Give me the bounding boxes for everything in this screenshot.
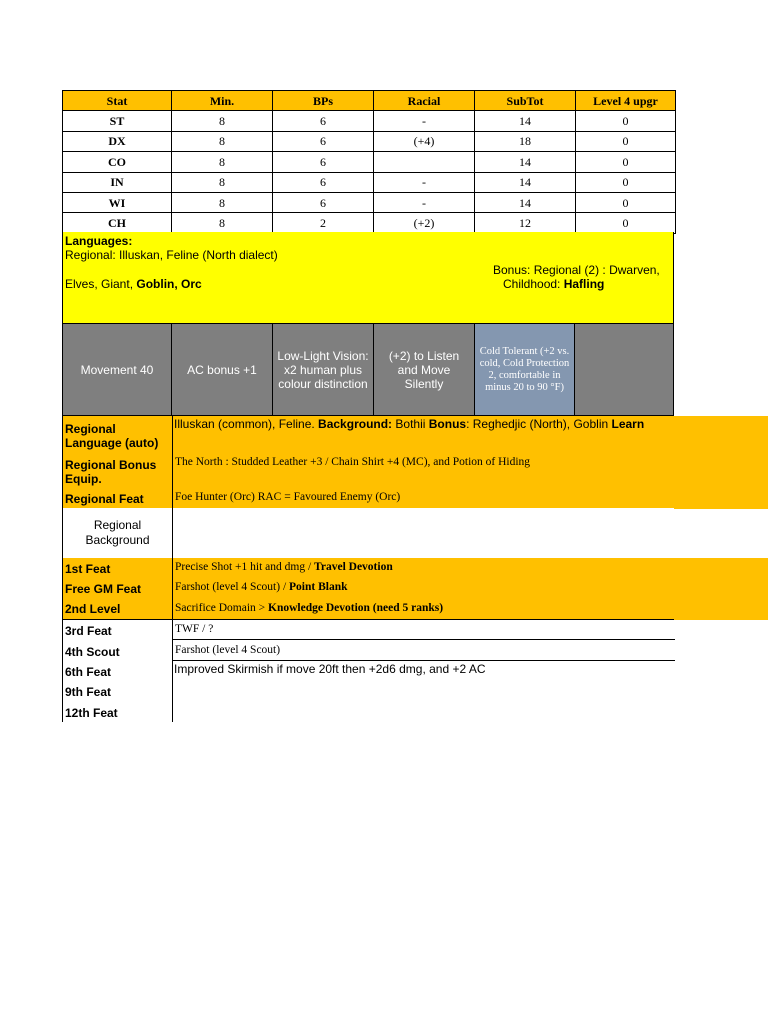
col-header-stat: Stat xyxy=(63,91,172,111)
level2-bold: Knowledge Devotion (need 5 ranks) xyxy=(268,602,444,614)
level2-value xyxy=(173,601,675,615)
regional-language-row xyxy=(62,416,674,454)
stat-name: IN xyxy=(63,172,172,192)
trait-listen-move xyxy=(373,323,475,416)
childhood-label: Childhood: xyxy=(503,277,564,291)
feat6-label: 6th Feat xyxy=(65,665,112,679)
table-row xyxy=(63,172,676,192)
stat-level4: 0 xyxy=(576,152,676,172)
feat3-value: TWF / ? xyxy=(175,623,214,635)
scout4-label: 4th Scout xyxy=(65,645,120,659)
regional-feat-label: Regional Feat xyxy=(65,492,144,506)
stat-subtot: 14 xyxy=(475,172,576,192)
trait-low-light-vision-text: Low-Light Vision: x2 human plus colour distinction xyxy=(277,348,369,391)
stat-subtot: 14 xyxy=(475,152,576,172)
regional-feat-value: Foe Hunter (Orc) RAC = Favoured Enemy (Orc) xyxy=(175,491,401,503)
stat-name: CH xyxy=(63,213,172,233)
languages-bonus: Bonus: Regional (2) : Dwarven, xyxy=(493,263,660,277)
stat-min: 8 xyxy=(172,111,273,131)
trait-movement xyxy=(62,323,172,416)
stat-bps: 2 xyxy=(273,213,374,233)
stat-level4: 0 xyxy=(576,213,676,233)
stat-min: 8 xyxy=(172,213,273,233)
stat-bps: 6 xyxy=(273,152,374,172)
stat-racial: - xyxy=(374,192,475,212)
languages-regional: Regional: Illuskan, Feline (North dialect) xyxy=(65,248,278,262)
free-gm-row xyxy=(62,578,674,599)
stat-min: 8 xyxy=(172,131,273,151)
stat-racial: (+4) xyxy=(374,131,475,151)
trait-cold-tolerant-text: Cold Tolerant (+2 vs. cold, Cold Protection 2, comfortable in minus 20 to 90 °F) xyxy=(479,345,570,393)
stat-racial: - xyxy=(374,172,475,192)
languages-childhood xyxy=(503,277,604,291)
regional-background-label: Regional Background xyxy=(85,518,150,547)
regional-bonus-value: The North : Studded Leather +3 / Chain Shirt +4 (MC), and Potion of Hiding xyxy=(175,456,531,468)
table-row xyxy=(63,131,676,151)
trait-listen-move-text: (+2) to Listen and Move Silently xyxy=(388,348,460,391)
table-row xyxy=(63,213,676,233)
free-gm-text: Farshot (level 4 Scout) / xyxy=(175,581,290,593)
bonus-label: Bonus xyxy=(428,417,467,431)
regional-language-label: Regional Language (auto) xyxy=(65,422,159,450)
feat1-value xyxy=(173,560,675,574)
level2-text: Sacrifice Domain > xyxy=(175,602,269,614)
background-label: Background: xyxy=(318,417,393,431)
regional-bonus-row xyxy=(62,453,674,489)
trait-cold-tolerant xyxy=(474,323,575,416)
stat-racial: - xyxy=(374,111,475,131)
trait-movement-text: Movement 40 xyxy=(80,362,154,377)
stat-level4: 0 xyxy=(576,131,676,151)
stats-table xyxy=(62,90,676,234)
stat-name: ST xyxy=(63,111,172,131)
languages-others xyxy=(65,277,202,291)
scout4-value: Farshot (level 4 Scout) xyxy=(175,644,281,656)
regional-language-value xyxy=(173,417,675,431)
background-value: Bothii xyxy=(392,417,429,431)
feat1-text: Precise Shot +1 hit and dmg / xyxy=(175,561,315,573)
stat-racial xyxy=(374,152,475,172)
lower-section xyxy=(62,619,674,722)
col-header-bps: BPs xyxy=(273,91,374,111)
feat1-row xyxy=(62,558,674,579)
stat-level4: 0 xyxy=(576,111,676,131)
regional-bonus-label: Regional Bonus Equip. xyxy=(65,458,157,486)
orange-extension-mid xyxy=(674,558,768,620)
trait-low-light-vision xyxy=(272,323,374,416)
language-orc: Orc xyxy=(181,277,202,291)
language-goblin: Goblin xyxy=(136,277,175,291)
stat-bps: 6 xyxy=(273,131,374,151)
stat-subtot: 14 xyxy=(475,111,576,131)
languages-heading: Languages: xyxy=(65,234,133,248)
orange-extension-top xyxy=(674,416,768,509)
trait-ac-bonus-text: AC bonus +1 xyxy=(187,362,257,377)
feat3-label: 3rd Feat xyxy=(65,624,112,638)
level2-row xyxy=(62,598,674,620)
col-header-racial: Racial xyxy=(374,91,475,111)
stats-header-row xyxy=(63,91,676,111)
col-header-min: Min. xyxy=(172,91,273,111)
col-header-level4: Level 4 upgr xyxy=(576,91,676,111)
stat-bps: 6 xyxy=(273,172,374,192)
stat-subtot: 12 xyxy=(475,213,576,233)
stat-bps: 6 xyxy=(273,111,374,131)
learn-label: Learn xyxy=(611,417,645,431)
languages-others-text: Elves, Giant, xyxy=(65,277,137,291)
stat-name: CO xyxy=(63,152,172,172)
feat9-label: 9th Feat xyxy=(65,685,112,699)
language-separator: , xyxy=(174,277,182,291)
stat-level4: 0 xyxy=(576,192,676,212)
stat-racial: (+2) xyxy=(374,213,475,233)
stat-name: DX xyxy=(63,131,172,151)
stat-name: WI xyxy=(63,192,172,212)
level2-label: 2nd Level xyxy=(65,602,121,616)
stat-min: 8 xyxy=(172,172,273,192)
free-gm-value xyxy=(173,580,675,594)
col-header-subtot: SubTot xyxy=(475,91,576,111)
regional-language-text: Illuskan (common), Feline. xyxy=(174,417,319,431)
stat-subtot: 18 xyxy=(475,131,576,151)
trait-empty xyxy=(574,323,674,416)
languages-block xyxy=(62,232,674,324)
childhood-language: Hafling xyxy=(563,277,605,291)
table-row xyxy=(63,192,676,212)
stat-subtot: 14 xyxy=(475,192,576,212)
stat-level4: 0 xyxy=(576,172,676,192)
table-row xyxy=(63,152,676,172)
bonus-value: : Reghedjic (North), Goblin xyxy=(466,417,612,431)
stat-bps: 6 xyxy=(273,192,374,212)
regional-feat-row xyxy=(62,488,674,509)
stat-min: 8 xyxy=(172,192,273,212)
table-row xyxy=(63,111,676,131)
feat12-label: 12th Feat xyxy=(65,706,118,720)
free-gm-bold: Point Blank xyxy=(289,581,348,593)
trait-ac-bonus xyxy=(171,323,273,416)
feat1-label: 1st Feat xyxy=(65,562,111,576)
regional-background-row xyxy=(62,508,674,559)
free-gm-label: Free GM Feat xyxy=(65,582,142,596)
feat6-value: Improved Skirmish if move 20ft then +2d6 dmg, and +2 AC xyxy=(174,662,486,676)
feat1-bold: Travel Devotion xyxy=(314,561,393,573)
stat-min: 8 xyxy=(172,152,273,172)
